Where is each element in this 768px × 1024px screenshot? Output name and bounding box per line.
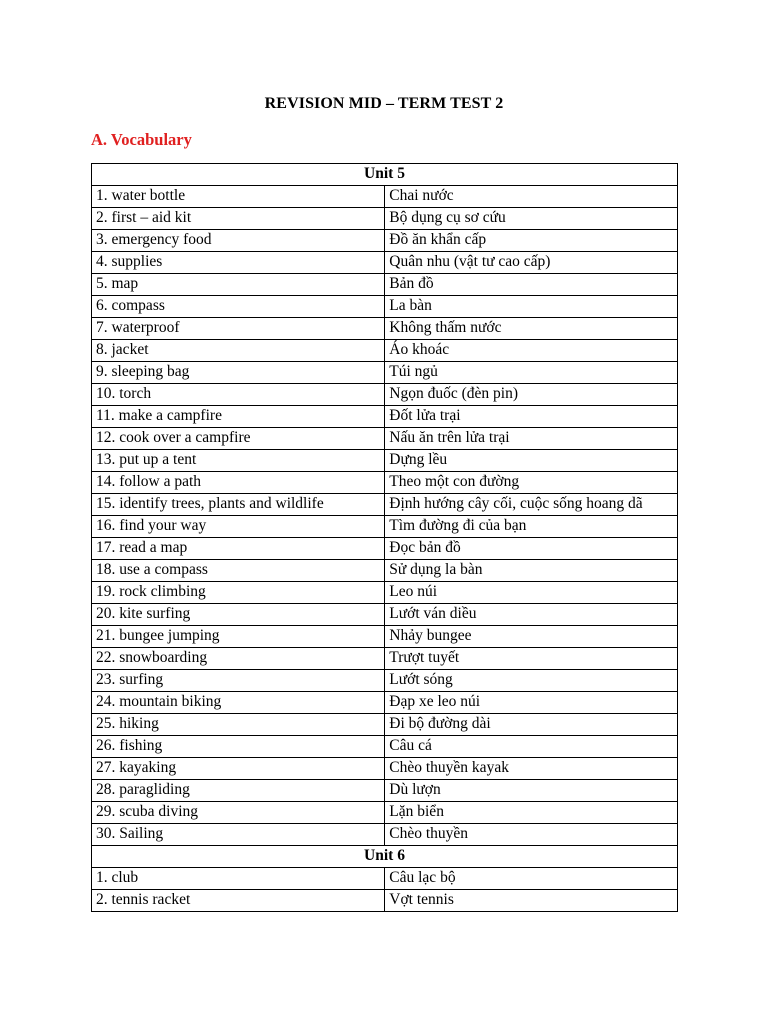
english-term: 28. paragliding <box>92 780 385 802</box>
table-row <box>92 560 678 582</box>
vietnamese-translation: Trượt tuyết <box>385 648 678 670</box>
table-row <box>92 758 678 780</box>
table-row <box>92 516 678 538</box>
english-term: 16. find your way <box>92 516 385 538</box>
english-term: 25. hiking <box>92 714 385 736</box>
page-title: REVISION MID – TERM TEST 2 <box>264 95 504 112</box>
table-row <box>92 890 678 912</box>
english-term: 21. bungee jumping <box>92 626 385 648</box>
english-term: 3. emergency food <box>92 230 385 252</box>
vocabulary-table-body <box>92 164 678 912</box>
table-row <box>92 362 678 384</box>
vietnamese-translation: Định hướng cây cối, cuộc sống hoang dã <box>385 494 678 516</box>
vietnamese-translation: Lặn biển <box>385 802 678 824</box>
vietnamese-translation: Câu lạc bộ <box>385 868 678 890</box>
table-row <box>92 692 678 714</box>
table-row <box>92 604 678 626</box>
vietnamese-translation: Leo núi <box>385 582 678 604</box>
unit-heading: Unit 6 <box>92 846 678 868</box>
table-row <box>92 384 678 406</box>
vietnamese-translation: Không thấm nước <box>385 318 678 340</box>
english-term: 19. rock climbing <box>92 582 385 604</box>
english-term: 10. torch <box>92 384 385 406</box>
vietnamese-translation: Chèo thuyền <box>385 824 678 846</box>
table-row <box>92 296 678 318</box>
table-row <box>92 538 678 560</box>
english-term: 12. cook over a campfire <box>92 428 385 450</box>
english-term: 5. map <box>92 274 385 296</box>
english-term: 9. sleeping bag <box>92 362 385 384</box>
vietnamese-translation: Chai nước <box>385 186 678 208</box>
table-row <box>92 472 678 494</box>
english-term: 26. fishing <box>92 736 385 758</box>
english-term: 14. follow a path <box>92 472 385 494</box>
table-row <box>92 582 678 604</box>
table-row <box>92 186 678 208</box>
vietnamese-translation: Quân nhu (vật tư cao cấp) <box>385 252 678 274</box>
vietnamese-translation: Dựng lều <box>385 450 678 472</box>
english-term: 1. water bottle <box>92 186 385 208</box>
english-term: 15. identify trees, plants and wildlife <box>92 494 385 516</box>
table-row <box>92 648 678 670</box>
table-row <box>92 340 678 362</box>
table-row <box>92 428 678 450</box>
vietnamese-translation: Tìm đường đi của bạn <box>385 516 678 538</box>
vietnamese-translation: Bản đồ <box>385 274 678 296</box>
section-heading: A. Vocabulary <box>91 130 192 149</box>
english-term: 24. mountain biking <box>92 692 385 714</box>
table-row <box>92 868 678 890</box>
vietnamese-translation: Đốt lửa trại <box>385 406 678 428</box>
table-row <box>92 736 678 758</box>
table-row <box>92 670 678 692</box>
english-term: 4. supplies <box>92 252 385 274</box>
vietnamese-translation: Túi ngủ <box>385 362 678 384</box>
vocabulary-table <box>91 163 678 912</box>
table-row <box>92 318 678 340</box>
vietnamese-translation: Câu cá <box>385 736 678 758</box>
english-term: 7. waterproof <box>92 318 385 340</box>
vietnamese-translation: Chèo thuyền kayak <box>385 758 678 780</box>
vietnamese-translation: Ngọn đuốc (đèn pin) <box>385 384 678 406</box>
vietnamese-translation: Bộ dụng cụ sơ cứu <box>385 208 678 230</box>
english-term: 1. club <box>92 868 385 890</box>
english-term: 18. use a compass <box>92 560 385 582</box>
vietnamese-translation: Đọc bản đồ <box>385 538 678 560</box>
english-term: 2. tennis racket <box>92 890 385 912</box>
table-row <box>92 208 678 230</box>
vietnamese-translation: Đạp xe leo núi <box>385 692 678 714</box>
english-term: 20. kite surfing <box>92 604 385 626</box>
table-row <box>92 406 678 428</box>
english-term: 2. first – aid kit <box>92 208 385 230</box>
english-term: 23. surfing <box>92 670 385 692</box>
table-row <box>92 824 678 846</box>
unit-heading: Unit 5 <box>92 164 678 186</box>
vietnamese-translation: Đồ ăn khẩn cấp <box>385 230 678 252</box>
english-term: 30. Sailing <box>92 824 385 846</box>
vietnamese-translation: Vợt tennis <box>385 890 678 912</box>
vietnamese-translation: La bàn <box>385 296 678 318</box>
english-term: 13. put up a tent <box>92 450 385 472</box>
vietnamese-translation: Lướt sóng <box>385 670 678 692</box>
english-term: 27. kayaking <box>92 758 385 780</box>
english-term: 8. jacket <box>92 340 385 362</box>
table-row <box>92 494 678 516</box>
english-term: 6. compass <box>92 296 385 318</box>
english-term: 22. snowboarding <box>92 648 385 670</box>
vietnamese-translation: Lướt ván diều <box>385 604 678 626</box>
unit-header-row <box>92 164 678 186</box>
table-row <box>92 626 678 648</box>
table-row <box>92 714 678 736</box>
vietnamese-translation: Nấu ăn trên lửa trại <box>385 428 678 450</box>
english-term: 17. read a map <box>92 538 385 560</box>
unit-header-row <box>92 846 678 868</box>
table-row <box>92 252 678 274</box>
vietnamese-translation: Dù lượn <box>385 780 678 802</box>
vietnamese-translation: Đi bộ đường dài <box>385 714 678 736</box>
table-row <box>92 450 678 472</box>
vietnamese-translation: Sử dụng la bàn <box>385 560 678 582</box>
english-term: 11. make a campfire <box>92 406 385 428</box>
table-row <box>92 274 678 296</box>
vietnamese-translation: Nhảy bungee <box>385 626 678 648</box>
table-row <box>92 230 678 252</box>
vietnamese-translation: Theo một con đường <box>385 472 678 494</box>
table-row <box>92 780 678 802</box>
vietnamese-translation: Áo khoác <box>385 340 678 362</box>
table-row <box>92 802 678 824</box>
english-term: 29. scuba diving <box>92 802 385 824</box>
